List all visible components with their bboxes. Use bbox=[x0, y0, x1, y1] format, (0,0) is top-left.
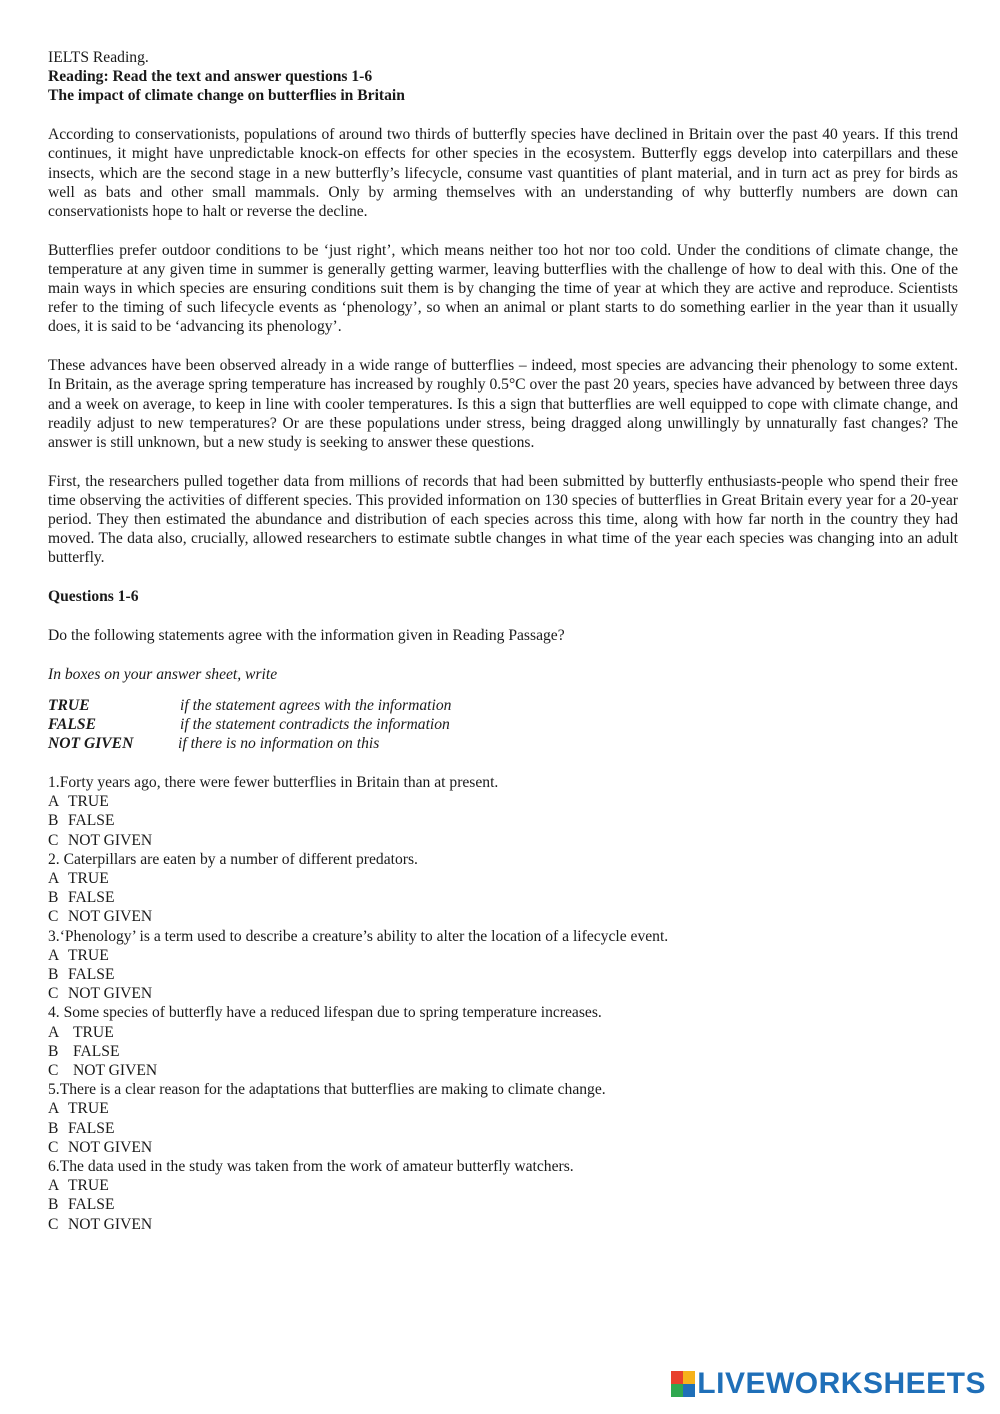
option-label: FALSE bbox=[68, 1119, 115, 1137]
answer-option[interactable] bbox=[48, 831, 958, 850]
option-label: FALSE bbox=[73, 1042, 120, 1060]
legend-row-true bbox=[48, 696, 958, 715]
questions-heading: Questions 1-6 bbox=[48, 588, 139, 606]
question-3 bbox=[48, 927, 958, 1004]
answer-option[interactable] bbox=[48, 1099, 958, 1118]
legend-definition: if the statement agrees with the information bbox=[180, 696, 452, 714]
option-letter: C bbox=[48, 908, 59, 926]
option-label: NOT GIVEN bbox=[68, 985, 153, 1003]
option-letter: A bbox=[48, 1100, 60, 1118]
option-label: NOT GIVEN bbox=[68, 831, 153, 849]
answer-option[interactable] bbox=[48, 984, 958, 1003]
option-letter: A bbox=[48, 1023, 60, 1041]
option-letter: B bbox=[48, 1119, 59, 1137]
legend-term: FALSE bbox=[48, 715, 96, 733]
option-label: NOT GIVEN bbox=[68, 1215, 153, 1233]
question-1 bbox=[48, 773, 958, 850]
answer-option[interactable] bbox=[48, 1176, 958, 1195]
option-label: TRUE bbox=[68, 1177, 109, 1195]
option-label: TRUE bbox=[68, 869, 109, 887]
question-text: 1.Forty years ago, there were fewer butterflies in Britain than at present. bbox=[48, 773, 499, 791]
liveworksheets-mark-icon bbox=[671, 1371, 695, 1397]
passage-paragraph-2: Butterflies prefer outdoor conditions to be ‘just right’, which means neither too hot nor too cold. Under the conditions of climate change, the temperature at any given time in summer is generally getting warmer, leaving butterflies with the challenge of how to deal with this. One of the main ways in which species are ensuring conditions suit them is by changing the time of year at which they are active and reproduce. Scientists refer to the timing of such lifecycle events as ‘phenology’, so when an animal or plant starts to do something earlier in the year than it usually does, it is said to be ‘advancing its phenology’. bbox=[48, 241, 958, 336]
option-label: TRUE bbox=[68, 946, 109, 964]
answer-option[interactable] bbox=[48, 869, 958, 888]
option-letter: B bbox=[48, 965, 59, 983]
option-letter: A bbox=[48, 793, 60, 811]
mark-square bbox=[671, 1384, 683, 1397]
answer-option[interactable] bbox=[48, 1119, 958, 1138]
questions-instruction: In boxes on your answer sheet, write bbox=[48, 665, 278, 683]
answer-option[interactable] bbox=[48, 792, 958, 811]
passage-paragraph-4: First, the researchers pulled together data from millions of records that had been submitted by butterfly enthusiasts-people who spend their free time observing the activities of different species. This provided information on 130 species of butterflies in Great Britain every year for a 20-year period. They then estimated the abundance and distribution of each species across this time, along with how far north in the country they had moved. The data also, crucially, allowed researchers to estimate subtle changes in what time of the year each species was changing into an adult butterfly. bbox=[48, 472, 958, 567]
question-4 bbox=[48, 1003, 958, 1080]
brand-name: LIVEWORKSHEETS bbox=[697, 1367, 986, 1400]
option-letter: C bbox=[48, 985, 59, 1003]
option-letter: B bbox=[48, 889, 59, 907]
passage-paragraph-1: According to conservationists, populations of around two thirds of butterfly species have declined in Britain over the past 40 years. If this trend continues, it might have unpredictable knock-on effects for other species in the ecosystem. Butterfly eggs develop into caterpillars and these insects, which are the second stage in a new butterfly’s lifecycle, consume vast quantities of plant material, and in turn act as prey for birds as well as bats and other small mammals. Only by arming themselves with an understanding of why butterfly numbers are down can conservationists hope to halt or reverse the decline. bbox=[48, 126, 958, 220]
question-text: 6.The data used in the study was taken from the work of amateur butterfly watchers. bbox=[48, 1157, 574, 1175]
answer-option[interactable] bbox=[48, 1061, 958, 1080]
option-letter: A bbox=[48, 869, 60, 887]
legend-term: NOT GIVEN bbox=[48, 735, 134, 753]
option-label: FALSE bbox=[68, 812, 115, 830]
answer-option[interactable] bbox=[48, 811, 958, 830]
mark-square bbox=[671, 1371, 683, 1384]
option-letter: A bbox=[48, 946, 60, 964]
option-label: FALSE bbox=[68, 889, 115, 907]
liveworksheets-logo[interactable] bbox=[671, 1368, 986, 1400]
option-letter: B bbox=[48, 1196, 59, 1214]
answer-option[interactable] bbox=[48, 1215, 958, 1234]
option-letter: C bbox=[48, 1215, 59, 1233]
mark-square bbox=[683, 1384, 695, 1397]
answer-legend bbox=[48, 696, 958, 754]
question-text: 3.‘Phenology’ is a term used to describe a creature’s ability to alter the location of a lifecycle event. bbox=[48, 927, 669, 945]
option-letter: B bbox=[48, 812, 59, 830]
option-label: NOT GIVEN bbox=[73, 1061, 158, 1079]
question-5 bbox=[48, 1080, 958, 1157]
questions-intro: Do the following statements agree with the information given in Reading Passage? bbox=[48, 626, 565, 644]
option-letter: C bbox=[48, 1061, 59, 1079]
answer-option[interactable] bbox=[48, 1138, 958, 1157]
exam-label: IELTS Reading. bbox=[48, 49, 149, 66]
option-label: NOT GIVEN bbox=[68, 908, 153, 926]
worksheet-page bbox=[48, 48, 958, 1234]
question-2 bbox=[48, 850, 958, 927]
passage-title: The impact of climate change on butterflies in Britain bbox=[48, 87, 405, 105]
legend-definition: if there is no information on this bbox=[178, 735, 380, 753]
passage-paragraph-3: These advances have been observed already in a wide range of butterflies – indeed, most species are advancing their phenology to some extent. In Britain, as the average spring temperature has increased by roughly 0.5°C over the past 20 years, species have advanced by between three days and a week on average, to keep in line with cooler temperatures. Is this a sign that butterflies are well equipped to cope with climate change, and readily adjust to new temperatures? Or are these populations under stress, being dragged along unwillingly by unnaturally fast changes? The answer is still unknown, but a new study is seeking to answer these questions. bbox=[48, 357, 958, 451]
option-letter: A bbox=[48, 1177, 60, 1195]
answer-option[interactable] bbox=[48, 1023, 958, 1042]
answer-option[interactable] bbox=[48, 888, 958, 907]
answer-option[interactable] bbox=[48, 1195, 958, 1214]
legend-definition: if the statement contradicts the information bbox=[180, 715, 450, 733]
question-list bbox=[48, 773, 958, 1234]
question-text: 5.There is a clear reason for the adaptations that butterflies are making to climate change. bbox=[48, 1081, 606, 1099]
option-letter: C bbox=[48, 831, 59, 849]
legend-row-false bbox=[48, 715, 958, 734]
option-label: TRUE bbox=[73, 1023, 114, 1041]
option-letter: B bbox=[48, 1042, 59, 1060]
option-label: TRUE bbox=[68, 1100, 109, 1118]
reading-instruction: Reading: Read the text and answer questions 1-6 bbox=[48, 68, 373, 86]
answer-option[interactable] bbox=[48, 946, 958, 965]
answer-option[interactable] bbox=[48, 965, 958, 984]
option-label: TRUE bbox=[68, 793, 109, 811]
question-text: 2. Caterpillars are eaten by a number of different predators. bbox=[48, 850, 418, 868]
option-label: NOT GIVEN bbox=[68, 1138, 153, 1156]
worksheet-header bbox=[48, 48, 958, 106]
answer-option[interactable] bbox=[48, 1042, 958, 1061]
question-text: 4. Some species of butterfly have a reduced lifespan due to spring temperature increases. bbox=[48, 1004, 602, 1022]
mark-square bbox=[683, 1371, 695, 1384]
option-label: FALSE bbox=[68, 1196, 115, 1214]
legend-term: TRUE bbox=[48, 696, 90, 714]
option-letter: C bbox=[48, 1138, 59, 1156]
option-label: FALSE bbox=[68, 965, 115, 983]
question-6 bbox=[48, 1157, 958, 1234]
reading-passage bbox=[48, 125, 958, 568]
answer-option[interactable] bbox=[48, 907, 958, 926]
legend-row-not-given bbox=[48, 734, 958, 753]
